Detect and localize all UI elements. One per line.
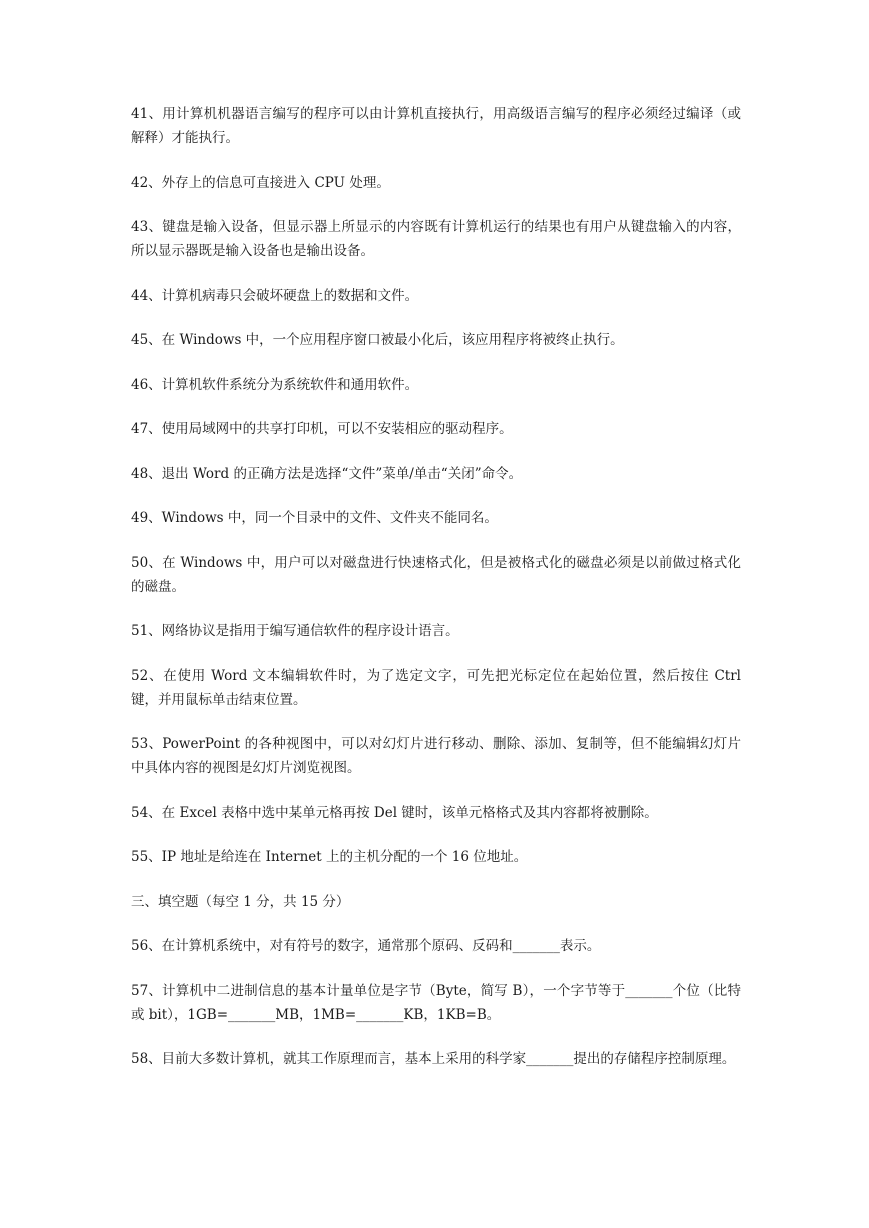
question-56: 56、在计算机系统中，对有符号的数字，通常那个原码、反码和_______表示。 — [131, 938, 601, 954]
question-41: 41、用计算机机器语言编写的程序可以由计算机直接执行，用高级语言编写的程序必须经过编译（或解释）才能执行。 — [131, 106, 741, 146]
question-44: 44、计算机病毒只会破坏硬盘上的数据和文件。 — [131, 287, 419, 304]
question-50: 50、在 Windows 中，用户可以对磁盘进行快速格式化，但是被格式化的磁盘必须是以前做过格式化的磁盘。 — [131, 554, 741, 595]
question-48: 48、退出 Word 的正确方法是选择“文件”菜单/单击“关闭”命令。 — [131, 465, 523, 482]
question-43: 43、键盘是输入设备，但显示器上所显示的内容既有计算机运行的结果也有用户从键盘输入的内容，所以显示器既是输入设备也是输出设备。 — [131, 219, 741, 259]
question-53: 53、PowerPoint 的各种视图中，可以对幻灯片进行移动、删除、添加、复制等，但不能编辑幻灯片中具体内容的视图是幻灯片浏览视图。 — [131, 736, 741, 776]
question-49: 49、Windows 中，同一个目录中的文件、文件夹不能同名。 — [131, 510, 498, 526]
question-45: 45、在 Windows 中，一个应用程序窗口被最小化后，该应用程序将被终止执行。 — [131, 332, 624, 348]
question-46: 46、计算机软件系统分为系统软件和通用软件。 — [131, 376, 419, 393]
question-42: 42、外存上的信息可直接进入 CPU 处理。 — [131, 174, 390, 191]
question-51: 51、网络协议是指用于编写通信软件的程序设计语言。 — [131, 623, 459, 639]
question-54: 54、在 Excel 表格中选中某单元格再按 Del 键时，该单元格格式及其内容都将被删除。 — [131, 804, 658, 821]
question-58: 58、目前大多数计算机，就其工作原理而言，基本上采用的科学家_______提出的存储程序控制原理。 — [131, 1051, 736, 1067]
section-heading-fill-in: 三、填空题（每空 1 分，共 15 分） — [131, 893, 350, 910]
document-body — [131, 102, 741, 1092]
question-55: 55、IP 地址是给连在 Internet 上的主机分配的一个 16 位地址。 — [131, 849, 528, 865]
question-47: 47、使用局域网中的共享打印机，可以不安装相应的驱动程序。 — [131, 421, 513, 437]
question-57: 57、计算机中二进制信息的基本计量单位是字节（Byte，简写 B），一个字节等于_______个位（比特或 bit），1GB=_______MB，1MB=_______KB，1KB=B。 — [131, 982, 741, 1023]
question-52: 52、在使用 Word 文本编辑软件时，为了选定文字，可先把光标定位在起始位置，然后按住 Ctrl 键，并用鼠标单击结束位置。 — [131, 667, 741, 708]
